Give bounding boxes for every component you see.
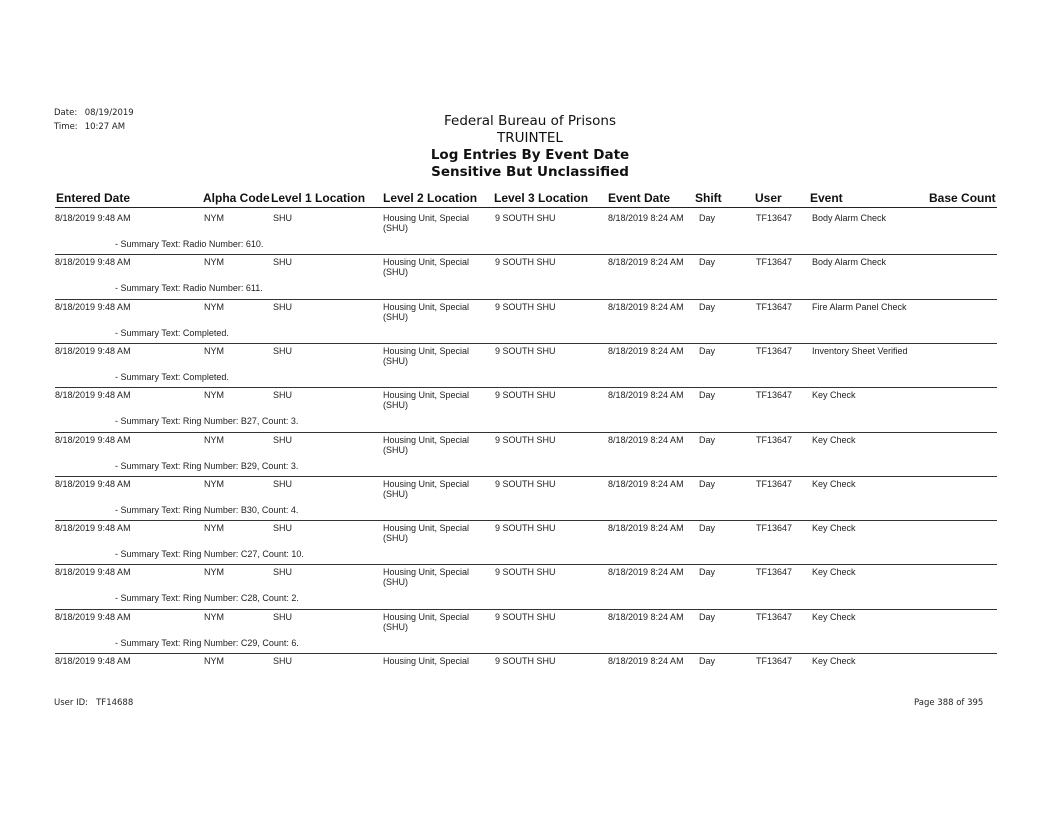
event-cell: Body Alarm Check bbox=[812, 257, 887, 268]
summary-text: - Summary Text: Completed. bbox=[115, 371, 229, 382]
user-cell: TF13647 bbox=[756, 257, 793, 268]
shift-cell: Day bbox=[699, 257, 716, 268]
level1-cell: SHU bbox=[273, 656, 293, 666]
col-header-alpha-code: Alpha Code bbox=[203, 191, 270, 205]
level2-cell: Housing Unit, Special (SHU) bbox=[383, 213, 470, 233]
event-cell: Fire Alarm Panel Check bbox=[812, 301, 907, 312]
event-date-cell: 8/18/2019 8:24 AM bbox=[608, 213, 684, 223]
report-time bbox=[54, 122, 125, 132]
user-cell: TF13647 bbox=[756, 523, 793, 534]
col-header-level2: Level 2 Location bbox=[383, 191, 478, 205]
event-date-cell: 8/18/2019 8:24 AM bbox=[608, 656, 684, 666]
alpha-code-cell: NYM bbox=[204, 611, 224, 622]
report-date bbox=[54, 108, 134, 118]
summary-text: - Summary Text: Ring Number: B30, Count: 4. bbox=[115, 504, 299, 515]
row-divider bbox=[55, 387, 997, 388]
entered-date-cell: 8/18/2019 9:48 AM bbox=[55, 345, 131, 356]
row-divider bbox=[55, 299, 997, 300]
col-header-event-date: Event Date bbox=[608, 191, 671, 205]
shift-cell: Day bbox=[699, 611, 716, 622]
alpha-code-cell: NYM bbox=[204, 434, 224, 445]
page-number: Page 388 of 395 bbox=[914, 698, 984, 708]
report-title bbox=[350, 113, 710, 181]
event-cell: Key Check bbox=[812, 390, 856, 401]
user-cell: TF13647 bbox=[756, 390, 793, 401]
shift-cell: Day bbox=[699, 390, 716, 401]
level2-cell: Housing Unit, Special (SHU) bbox=[383, 611, 470, 632]
level3-cell: 9 SOUTH SHU bbox=[495, 345, 556, 356]
user-cell: TF13647 bbox=[756, 213, 793, 223]
entered-date-cell: 8/18/2019 9:48 AM bbox=[55, 656, 131, 666]
level2-cell: Housing Unit, Special (SHU) bbox=[383, 390, 470, 411]
row-divider bbox=[55, 476, 997, 477]
event-cell: Key Check bbox=[812, 523, 856, 534]
shift-cell: Day bbox=[699, 345, 716, 356]
level1-cell: SHU bbox=[273, 257, 293, 268]
level3-cell: 9 SOUTH SHU bbox=[495, 656, 556, 666]
entered-date-cell: 8/18/2019 9:48 AM bbox=[55, 523, 131, 534]
event-cell: Key Check bbox=[812, 567, 856, 578]
event-date-cell: 8/18/2019 8:24 AM bbox=[608, 345, 684, 356]
summary-text: - Summary Text: Completed. bbox=[115, 327, 229, 338]
col-header-shift: Shift bbox=[695, 191, 722, 205]
row-divider bbox=[55, 254, 997, 255]
summary-text: - Summary Text: Ring Number: C28, Count: 2. bbox=[115, 593, 299, 604]
title-report-name: Log Entries By Event Date bbox=[430, 147, 630, 163]
alpha-code-cell: NYM bbox=[204, 345, 224, 356]
level2-cell: Housing Unit, Special (SHU) bbox=[383, 345, 470, 366]
level3-cell: 9 SOUTH SHU bbox=[495, 390, 556, 401]
level1-cell: SHU bbox=[273, 478, 293, 489]
row-divider bbox=[55, 343, 997, 344]
table-row bbox=[55, 210, 997, 254]
event-date-cell: 8/18/2019 8:24 AM bbox=[608, 301, 684, 312]
level1-cell: SHU bbox=[273, 611, 293, 622]
table-row bbox=[55, 432, 997, 476]
user-cell: TF13647 bbox=[756, 301, 793, 312]
level1-cell: SHU bbox=[273, 434, 293, 445]
level2-cell: Housing Unit, Special (SHU) bbox=[383, 434, 470, 455]
level3-cell: 9 SOUTH SHU bbox=[495, 213, 556, 223]
level1-cell: SHU bbox=[273, 345, 293, 356]
level2-cell: Housing Unit, Special (SHU) bbox=[383, 523, 470, 544]
shift-cell: Day bbox=[699, 213, 716, 223]
date-value: 08/19/2019 bbox=[84, 108, 134, 118]
shift-cell: Day bbox=[699, 523, 716, 534]
table-row bbox=[55, 343, 997, 387]
shift-cell: Day bbox=[699, 567, 716, 578]
user-cell: TF13647 bbox=[756, 478, 793, 489]
level2-cell: Housing Unit, Special (SHU) bbox=[383, 257, 470, 278]
event-cell: Key Check bbox=[812, 434, 856, 445]
shift-cell: Day bbox=[699, 478, 716, 489]
user-cell: TF13647 bbox=[756, 567, 793, 578]
alpha-code-cell: NYM bbox=[204, 301, 224, 312]
summary-text: - Summary Text: Radio Number: 611. bbox=[115, 283, 263, 294]
level1-cell: SHU bbox=[273, 301, 293, 312]
table-row bbox=[55, 653, 997, 697]
level1-cell: SHU bbox=[273, 213, 293, 223]
time-value: 10:27 AM bbox=[84, 122, 126, 132]
col-header-base-count: Base Count bbox=[929, 191, 996, 205]
entered-date-cell: 8/18/2019 9:48 AM bbox=[55, 390, 131, 401]
shift-cell: Day bbox=[699, 656, 716, 666]
alpha-code-cell: NYM bbox=[204, 390, 224, 401]
row-divider bbox=[55, 609, 997, 610]
title-agency: Federal Bureau of Prisons bbox=[444, 113, 616, 129]
entered-date-cell: 8/18/2019 9:48 AM bbox=[55, 567, 131, 578]
row-divider bbox=[55, 564, 997, 565]
level3-cell: 9 SOUTH SHU bbox=[495, 257, 556, 268]
shift-cell: Day bbox=[699, 434, 716, 445]
entered-date-cell: 8/18/2019 9:48 AM bbox=[55, 213, 131, 223]
col-header-level3: Level 3 Location bbox=[494, 191, 589, 205]
table-row bbox=[55, 476, 997, 520]
event-date-cell: 8/18/2019 8:24 AM bbox=[608, 478, 684, 489]
summary-text: - Summary Text: Ring Number: C27, Count: 10. bbox=[115, 549, 304, 560]
event-cell: Key Check bbox=[812, 611, 856, 622]
level2-cell: Housing Unit, Special (SHU) bbox=[383, 301, 470, 322]
entered-date-cell: 8/18/2019 9:48 AM bbox=[55, 257, 131, 268]
alpha-code-cell: NYM bbox=[204, 567, 224, 578]
event-date-cell: 8/18/2019 8:24 AM bbox=[608, 390, 684, 401]
entered-date-cell: 8/18/2019 9:48 AM bbox=[55, 478, 131, 489]
col-header-event: Event bbox=[810, 191, 843, 205]
event-date-cell: 8/18/2019 8:24 AM bbox=[608, 611, 684, 622]
level3-cell: 9 SOUTH SHU bbox=[495, 567, 556, 578]
footer-user-id-label: User ID: bbox=[54, 698, 88, 708]
level1-cell: SHU bbox=[273, 567, 293, 578]
level3-cell: 9 SOUTH SHU bbox=[495, 478, 556, 489]
level3-cell: 9 SOUTH SHU bbox=[495, 434, 556, 445]
level2-cell: Housing Unit, Special (SHU) bbox=[383, 478, 470, 499]
row-divider bbox=[55, 653, 997, 654]
table-row bbox=[55, 609, 997, 653]
alpha-code-cell: NYM bbox=[204, 257, 224, 268]
event-cell: Body Alarm Check bbox=[812, 213, 887, 223]
alpha-code-cell: NYM bbox=[204, 213, 224, 223]
level2-cell: Housing Unit, Special (SHU) bbox=[383, 567, 470, 588]
level3-cell: 9 SOUTH SHU bbox=[495, 523, 556, 534]
event-cell: Inventory Sheet Verified bbox=[812, 345, 908, 356]
entered-date-cell: 8/18/2019 9:48 AM bbox=[55, 301, 131, 312]
alpha-code-cell: NYM bbox=[204, 523, 224, 534]
entered-date-cell: 8/18/2019 9:48 AM bbox=[55, 434, 131, 445]
table-row bbox=[55, 387, 997, 431]
time-label: Time: bbox=[54, 122, 78, 132]
table-row bbox=[55, 299, 997, 343]
event-cell: Key Check bbox=[812, 656, 856, 666]
row-divider bbox=[55, 520, 997, 521]
event-date-cell: 8/18/2019 8:24 AM bbox=[608, 523, 684, 534]
level2-cell: Housing Unit, Special bbox=[383, 656, 470, 666]
table-row bbox=[55, 564, 997, 608]
footer-user-id bbox=[54, 698, 133, 708]
level3-cell: 9 SOUTH SHU bbox=[495, 301, 556, 312]
entered-date-cell: 8/18/2019 9:48 AM bbox=[55, 611, 131, 622]
user-cell: TF13647 bbox=[756, 656, 793, 666]
summary-text: - Summary Text: Radio Number: 610. bbox=[115, 239, 264, 249]
user-cell: TF13647 bbox=[756, 611, 793, 622]
level1-cell: SHU bbox=[273, 523, 293, 534]
row-divider bbox=[55, 432, 997, 433]
user-cell: TF13647 bbox=[756, 345, 793, 356]
col-header-user: User bbox=[755, 191, 782, 205]
level3-cell: 9 SOUTH SHU bbox=[495, 611, 556, 622]
event-date-cell: 8/18/2019 8:24 AM bbox=[608, 257, 684, 268]
header-divider bbox=[55, 207, 997, 208]
col-header-level1: Level 1 Location bbox=[271, 191, 366, 205]
title-system: TRUINTEL bbox=[497, 130, 563, 146]
title-classification: Sensitive But Unclassified bbox=[431, 164, 629, 180]
event-cell: Key Check bbox=[812, 478, 856, 489]
col-header-entered-date: Entered Date bbox=[56, 191, 131, 205]
event-date-cell: 8/18/2019 8:24 AM bbox=[608, 434, 684, 445]
alpha-code-cell: NYM bbox=[204, 478, 224, 489]
table-row bbox=[55, 520, 997, 564]
shift-cell: Day bbox=[699, 301, 716, 312]
event-date-cell: 8/18/2019 8:24 AM bbox=[608, 567, 684, 578]
summary-text: - Summary Text: Ring Number: C29, Count: 6. bbox=[115, 637, 299, 648]
footer-user-id-value: TF14688 bbox=[96, 698, 134, 708]
summary-text: - Summary Text: Ring Number: B29, Count: 3. bbox=[115, 460, 299, 471]
user-cell: TF13647 bbox=[756, 434, 793, 445]
level1-cell: SHU bbox=[273, 390, 293, 401]
alpha-code-cell: NYM bbox=[204, 656, 224, 666]
summary-text: - Summary Text: Ring Number: B27, Count: 3. bbox=[115, 416, 299, 427]
date-label: Date: bbox=[54, 108, 78, 118]
table-row bbox=[55, 254, 997, 298]
